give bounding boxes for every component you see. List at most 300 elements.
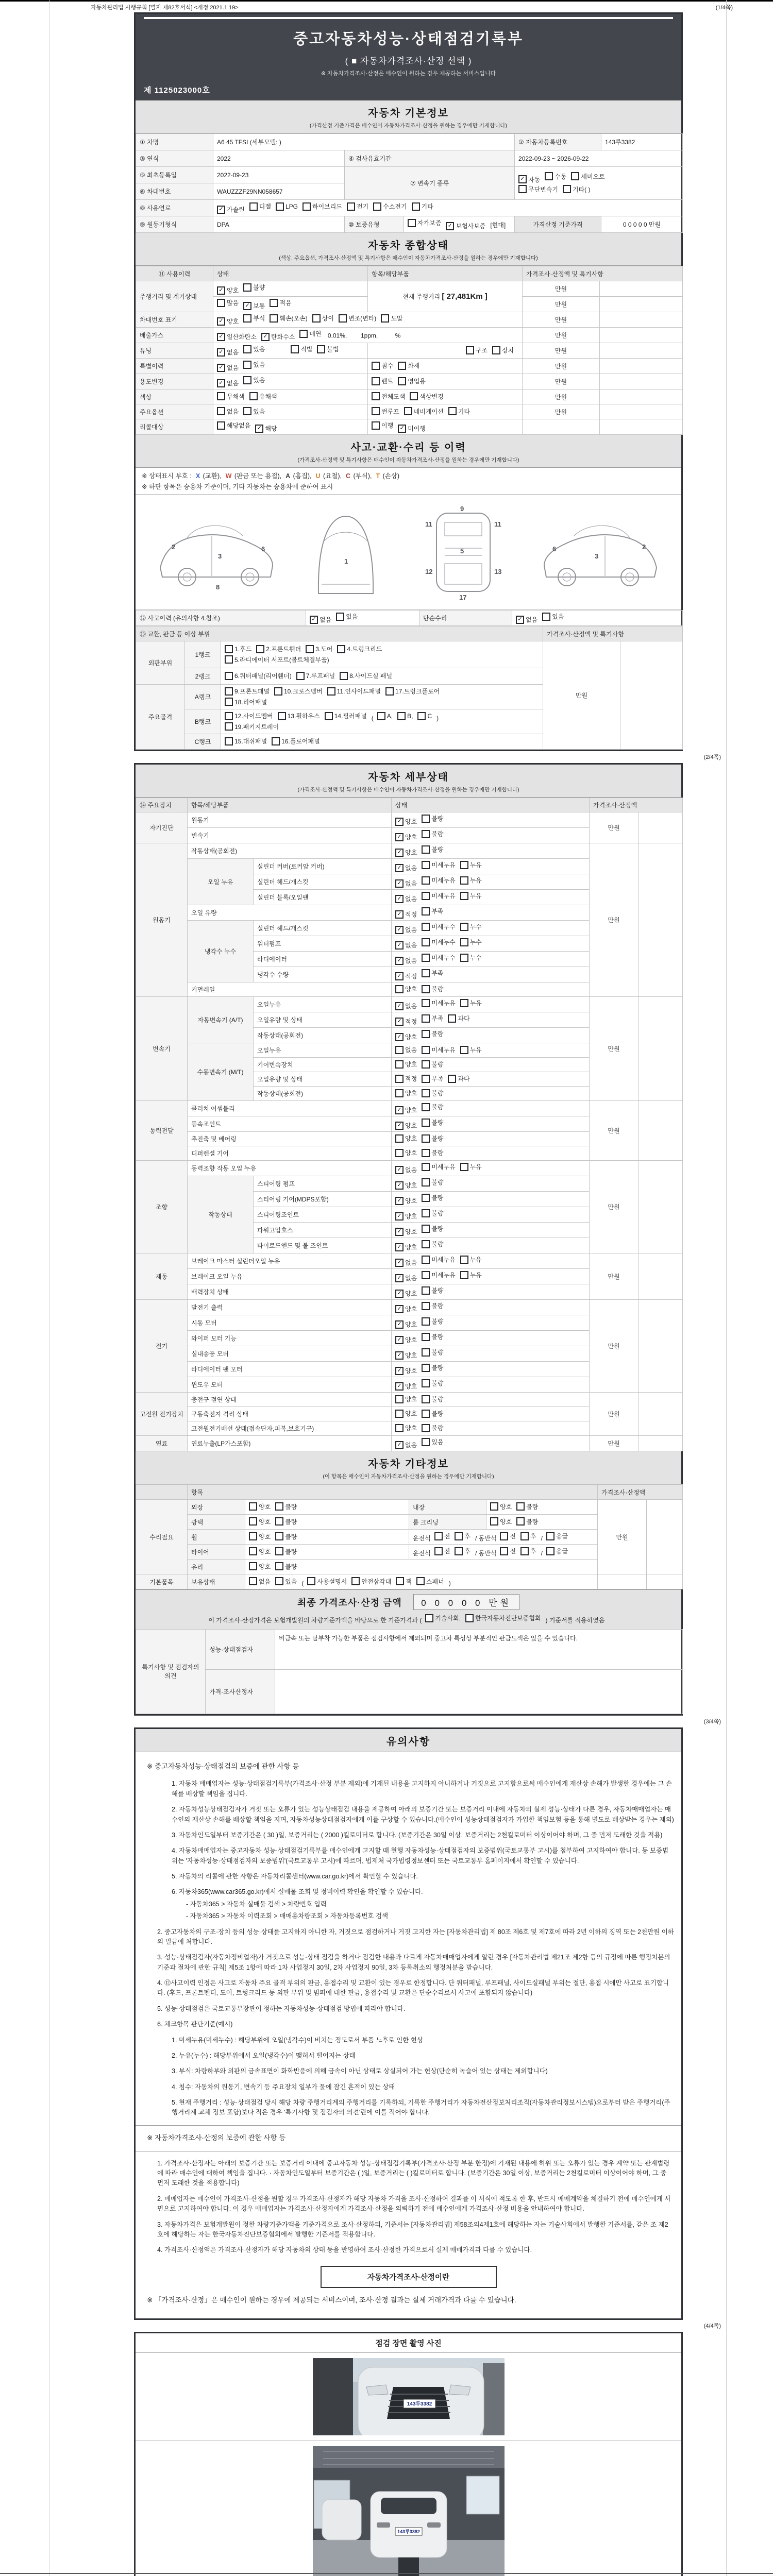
checkbox-누수[interactable] [460,922,482,931]
checkbox-12.사이드멤버[interactable] [225,711,273,720]
checkbox-없음[interactable] [395,925,417,934]
item-label: 스티어링 기어(MDPS포함) [254,1192,392,1207]
checkbox-양호[interactable] [395,1134,417,1143]
checkbox-화재[interactable] [398,361,419,370]
basic-items-price-empty [598,1574,647,1589]
checkbox-적법[interactable] [291,345,312,353]
checkbox-양호[interactable] [249,1502,271,1511]
checkbox-미세누유[interactable] [422,1162,455,1171]
checkbox-label: 누유 [469,1272,482,1279]
checkbox-box [336,613,344,621]
checkbox-불량[interactable] [422,1301,443,1310]
checkbox-label: 양호 [405,1396,417,1403]
checkbox-누수[interactable] [460,953,482,962]
item-label: 실린더 커버(로커암 커버) [254,859,392,874]
price-entry[interactable] [647,1500,683,1574]
checkbox-box [460,999,468,1007]
checkbox-구조[interactable] [466,346,488,354]
checkbox-불량[interactable] [422,814,443,823]
checkbox-미세누유[interactable] [422,860,455,869]
photo-rear-illustration [313,2446,505,2576]
checkbox-장치[interactable] [492,346,514,354]
price-entry[interactable] [600,419,683,435]
checkbox-label: 양호 [227,318,239,325]
checkbox-label: 있음 [285,1578,297,1585]
checkbox-렌트[interactable] [372,377,393,385]
checkbox-불량[interactable] [422,1332,443,1341]
checkbox-미이행[interactable] [398,424,426,433]
checkbox-box [410,392,418,400]
checkbox-양호[interactable] [395,1320,417,1329]
checkbox-없음[interactable] [516,615,537,624]
checkbox-미세누유[interactable] [422,1255,455,1264]
checkbox-없음[interactable] [395,1165,417,1174]
checkbox-불량[interactable] [275,1547,297,1556]
status-checks [392,1315,590,1331]
inspector-label: 성능·상태점검자 [206,1629,275,1669]
checkbox-없음[interactable] [395,863,417,872]
checkbox-양호[interactable] [395,1121,417,1130]
checkbox-label: 불량 [431,1302,444,1310]
checkbox-양호[interactable] [395,1227,417,1236]
checkbox-전[interactable] [434,1532,450,1540]
price-entry[interactable] [600,281,683,297]
checkbox-5.라디에이터 서포트(볼트체결부품)[interactable] [225,655,329,664]
checkbox-16.플로어패널[interactable] [272,737,320,745]
device-sub-label: 오일 누유 [188,859,254,905]
checkbox-있음[interactable] [542,612,564,621]
checkbox-불량[interactable] [422,1409,443,1418]
checkbox-있음[interactable] [422,1437,443,1446]
checkbox-불량[interactable] [243,283,265,292]
checkbox-해당[interactable] [255,424,277,433]
checkbox-기타[interactable] [412,202,433,211]
checkbox-미세누유[interactable] [422,1045,455,1054]
checkbox-미세누유[interactable] [422,1270,455,1279]
notice-body [136,1752,681,2318]
checkbox-label: 불량 [431,1149,444,1157]
checkbox-10.크로스멤버[interactable] [274,687,323,696]
checkbox-label: 화재 [408,362,420,370]
checkbox-누유[interactable] [460,891,482,900]
price-entry[interactable] [600,297,683,312]
checkbox-box: ✓ [395,1166,404,1174]
checkbox-양호[interactable] [395,1148,417,1157]
checkbox-네비게이션[interactable] [404,407,444,416]
checkbox-양호[interactable] [490,1502,512,1511]
item-label: 작동상태(공회전) [188,843,392,859]
checkbox-불량[interactable] [422,1240,443,1248]
checkbox-매연[interactable] [299,329,321,338]
price-entry[interactable] [600,359,683,374]
checkbox-부식[interactable] [243,314,265,323]
checkbox-과다[interactable] [448,1014,469,1023]
checkbox-있음[interactable] [336,612,358,621]
checkbox-양호[interactable] [249,1532,271,1541]
checkbox-없음[interactable] [395,1002,417,1010]
checkbox-불량[interactable] [422,1060,443,1069]
price-entry[interactable] [600,389,683,404]
checkbox-기타( )[interactable] [563,185,591,194]
checkbox-없음[interactable] [395,1440,417,1449]
checkbox-없음[interactable] [395,1274,417,1282]
item-label: 실내송풍 모터 [188,1346,392,1362]
table-header-row [136,626,683,641]
price-entry[interactable] [638,1253,683,1300]
checkbox-안전삼각대[interactable] [351,1577,391,1586]
checkbox-양호[interactable] [395,817,417,826]
checkbox-label: 적정 [405,973,417,980]
checkbox-보통[interactable] [243,301,265,310]
checkbox-8.사이드실 패널[interactable] [340,671,392,680]
checkbox-후[interactable] [455,1532,470,1540]
checkbox-양호[interactable] [395,833,417,841]
interior-checks [486,1500,598,1515]
accident-title: 사고·교환·수리 등 이력 [350,442,466,453]
checkbox-13.휠하우스[interactable] [278,711,320,720]
checkbox-box [372,392,380,400]
checkbox-양호[interactable] [395,1335,417,1344]
checkbox-기술사회,[interactable] [425,1614,461,1622]
checkbox-LPG[interactable] [276,202,298,211]
checkbox-양호[interactable] [249,1562,271,1571]
checkbox-없음[interactable] [249,1577,271,1586]
checkbox-불량[interactable] [516,1517,538,1526]
price-entry[interactable] [600,343,683,359]
checkbox-양호[interactable] [395,1196,417,1205]
status-checks [392,1028,590,1043]
checkbox-무단변속기[interactable] [518,185,558,194]
price-unit: 만원 [523,389,600,404]
checkbox-양호[interactable] [490,1517,512,1526]
checkbox-응급[interactable] [546,1547,568,1555]
checkbox-부족[interactable] [422,1074,443,1083]
checkbox-전[interactable] [500,1532,516,1540]
checkbox-적정[interactable] [395,1017,417,1026]
checkbox-이행[interactable] [372,421,393,430]
checkbox-전[interactable] [500,1547,516,1555]
checkbox-디젤[interactable] [249,202,271,211]
table-row [136,281,683,297]
checkbox-양호[interactable] [395,1032,417,1041]
checkbox-양호[interactable] [395,848,417,857]
checkbox-누유[interactable] [460,876,482,885]
checkbox-box [395,1410,404,1418]
check-group-text: [현대] [490,221,506,229]
checkbox-도말[interactable] [381,314,402,323]
checkbox-불량[interactable] [422,1395,443,1403]
price-entry[interactable] [600,404,683,419]
checkbox-불량[interactable] [516,1502,538,1511]
checkbox-응급[interactable] [546,1532,568,1540]
checkbox-세미오토[interactable] [571,172,604,181]
checkbox-없음[interactable] [217,407,239,416]
checkbox-불량[interactable] [275,1562,297,1571]
checkbox-불량[interactable] [422,1089,443,1097]
checkbox-미세누수[interactable] [422,922,455,931]
checkbox-불량[interactable] [422,1193,443,1202]
price-entry[interactable] [638,1101,683,1161]
checkbox-label: 양호 [405,1033,417,1041]
checkbox-양호[interactable] [395,1060,417,1069]
checkbox-17.트렁크플로어[interactable] [385,687,440,696]
price-entry[interactable] [638,1393,683,1436]
checkbox-11.인사이드패널[interactable] [327,687,381,696]
checkbox-유채색[interactable] [249,392,277,401]
checkbox-불량[interactable] [422,1134,443,1143]
checkbox-label: 양호 [405,1321,417,1328]
checkbox-적정[interactable] [395,910,417,919]
checkbox-label: 미세누유 [431,1163,456,1171]
checkbox-적정[interactable] [395,972,417,980]
checkbox-변조(변타)[interactable] [339,314,376,323]
checkbox-양호[interactable] [249,1547,271,1556]
checkbox-18.리어패널[interactable] [225,698,267,706]
tuning-checks2 [291,348,343,355]
checkbox-label: 양호 [405,1213,417,1220]
checkbox-후[interactable] [455,1547,470,1555]
checkbox-label: 양호 [405,1135,417,1143]
checkbox-누유[interactable] [460,998,482,1007]
checkbox-탄화수소[interactable] [261,332,295,341]
checkbox-9.프론트패널[interactable] [225,687,270,696]
checkbox-무채색[interactable] [217,392,245,401]
checkbox-불량[interactable] [422,1178,443,1187]
document-note: ※ 자동차가격조사·산정은 매수인이 원하는 경우 제공하는 서비스입니다 [321,71,496,77]
checkbox-가솔린[interactable] [217,205,245,214]
checkbox-box [243,314,251,323]
checkbox-부족[interactable] [422,907,443,916]
checkbox-있음[interactable] [243,345,265,353]
price-entry[interactable] [638,1436,683,1451]
price-entry[interactable] [638,1161,683,1253]
checkbox-색상변경[interactable] [410,392,443,401]
checkbox-양호[interactable] [395,1382,417,1391]
field-label: ② 자동차등록번호 [515,134,601,150]
checkbox-box: ✓ [395,1018,404,1026]
checkbox-하이브리드[interactable] [303,202,342,211]
checkbox-6.쿼터패널(리어휀더)[interactable] [225,671,292,680]
checkbox-label: 후 [530,1533,536,1540]
checkbox-미세누유[interactable] [422,876,455,885]
checkbox-3.도어[interactable] [306,645,332,653]
diagram-number: 13 [494,568,502,575]
checkbox-전기[interactable] [347,202,368,211]
checkbox-양호[interactable] [217,286,239,295]
appraiser-opinion-text[interactable] [275,1669,683,1714]
checkbox-1.후드[interactable] [225,645,251,653]
checkbox-미세누수[interactable] [422,953,455,962]
outer-panel-label: 외판부위 [136,641,185,685]
checkbox-B,[interactable] [397,712,413,720]
checkbox-침수[interactable] [372,361,393,370]
checkbox-훼손(오손)[interactable] [270,314,307,323]
status-checks [392,1284,590,1300]
checkbox-label: 부족 [431,908,444,915]
checkbox-불량[interactable] [422,1148,443,1157]
checkbox-부족[interactable] [422,1014,443,1023]
checkbox-label: 적정 [405,1018,417,1025]
checkbox-불량[interactable] [275,1532,297,1541]
checkbox-box [422,876,430,885]
checkbox-스패너[interactable] [416,1577,444,1586]
checkbox-양호[interactable] [395,1212,417,1221]
checkbox-불량[interactable] [422,1317,443,1326]
checkbox-불량[interactable] [422,1379,443,1387]
checkbox-자가보증[interactable] [408,218,441,227]
checkbox-box [545,172,553,180]
checkbox-없음[interactable] [217,363,239,372]
checkbox-상이[interactable] [312,314,334,323]
checkbox-전체도색[interactable] [372,392,405,401]
checkbox-전[interactable] [434,1547,450,1555]
item-label: 동력조향 작동 오일 누유 [188,1161,392,1176]
checkbox-7.루프패널[interactable] [296,671,335,680]
checkbox-일산화탄소[interactable] [217,332,257,341]
checkbox-미세누수[interactable] [422,938,455,946]
checkbox-C[interactable] [417,712,432,720]
checkbox-2.프론트휀더[interactable] [256,645,301,653]
checkbox-양호[interactable] [395,1395,417,1403]
price-entry[interactable] [620,641,683,750]
checkbox-누유[interactable] [460,1270,482,1279]
checkbox-없음[interactable] [310,615,331,624]
checkbox-불량[interactable] [422,1363,443,1372]
checkbox-불량[interactable] [422,1209,443,1217]
checkbox-적정[interactable] [395,1074,417,1083]
checkbox-부족[interactable] [422,969,443,977]
checkbox-누유[interactable] [460,1045,482,1054]
checkbox-해당없음[interactable] [217,421,250,430]
price-entry[interactable] [638,1300,683,1393]
price-entry[interactable] [647,1574,683,1589]
checkbox-없음[interactable] [217,348,239,357]
price-entry[interactable] [638,997,683,1101]
room-cleaning-checks [486,1515,598,1530]
checkbox-A,[interactable] [377,712,393,720]
checkbox-양호[interactable] [395,1351,417,1360]
checkbox-label: 기타 [458,408,470,415]
checkbox-있음[interactable] [243,376,265,384]
price-entry[interactable] [600,312,683,328]
checkbox-있음[interactable] [243,407,265,416]
checkbox-기타[interactable] [448,407,470,416]
checkbox-불법[interactable] [317,345,339,353]
checkbox-잭[interactable] [396,1577,412,1586]
checkbox-14.필러패널[interactable] [325,711,367,720]
checkbox-한국자동차진단보증협회[interactable] [465,1614,541,1622]
checkbox-양호[interactable] [395,1089,417,1097]
checkbox-4.트렁크리드[interactable] [337,645,382,653]
status-checks [392,1362,590,1377]
checkbox-양호[interactable] [395,1243,417,1251]
checkbox-box [422,1317,430,1326]
checkbox-양호[interactable] [217,317,239,326]
checkbox-box: ✓ [395,1441,404,1449]
price-entry[interactable] [600,328,683,343]
checkbox-사용설명서[interactable] [307,1577,347,1586]
checkbox-많음[interactable] [217,298,239,307]
checkbox-불량[interactable] [422,1348,443,1357]
checkbox-과다[interactable] [448,1074,469,1083]
checkbox-누수[interactable] [460,938,482,946]
checkbox-없음[interactable] [395,1045,417,1054]
opinion-label: 특기사항 및 점검자의 의견 [136,1629,206,1714]
detail-row [136,1393,683,1407]
checkbox-수동[interactable] [545,172,566,181]
checkbox-19.패키지트레이[interactable] [225,722,279,731]
checkbox-불량[interactable] [422,845,443,854]
checkbox-누유[interactable] [460,860,482,869]
checkbox-영업용[interactable] [398,377,426,385]
checkbox-없음[interactable] [395,879,417,888]
checkbox-미세누유[interactable] [422,891,455,900]
checkbox-불량[interactable] [422,1286,443,1295]
row-label: 용도변경 [136,374,213,389]
checkbox-불량[interactable] [275,1502,297,1511]
checkbox-양호[interactable] [395,1304,417,1313]
checkbox-누유[interactable] [460,1162,482,1171]
checkbox-불량[interactable] [422,1423,443,1432]
checkbox-자동[interactable] [518,175,540,184]
checkbox-불량[interactable] [422,1224,443,1233]
checkbox-불량[interactable] [422,985,443,993]
price-entry[interactable] [638,812,683,843]
checkbox-없음[interactable] [395,941,417,950]
checkbox-label: 양호 [405,1410,417,1418]
price-entry[interactable] [638,843,683,997]
checkbox-box [422,1364,430,1372]
checkbox-box [422,1379,430,1387]
checkbox-후[interactable] [520,1547,536,1555]
checkbox-없음[interactable] [395,1258,417,1267]
checkbox-양호[interactable] [395,1181,417,1190]
checkbox-불량[interactable] [422,1029,443,1038]
checkbox-있음[interactable] [275,1577,297,1586]
checkbox-누유[interactable] [460,1255,482,1264]
checkbox-양호[interactable] [249,1517,271,1526]
checkbox-양호[interactable] [395,1366,417,1375]
item-label: 오일누유 [254,997,392,1012]
table-row [136,200,683,216]
checkbox-없음[interactable] [217,379,239,387]
checkbox-적음[interactable] [270,298,291,307]
checkbox-양호[interactable] [395,985,417,993]
price-entry[interactable] [600,374,683,389]
checkbox-수소전기[interactable] [373,202,407,211]
checkbox-불량[interactable] [275,1517,297,1526]
checkbox-양호[interactable] [395,1409,417,1418]
checkbox-후[interactable] [520,1532,536,1540]
checkbox-보험사보증[interactable] [446,222,485,230]
price-unit: 만원 [523,374,600,389]
checkbox-없음[interactable] [395,894,417,903]
checkbox-불량[interactable] [422,1103,443,1111]
checkbox-불량[interactable] [422,1118,443,1127]
checkbox-label: 18.리어패널 [234,698,267,706]
checkbox-있음[interactable] [243,360,265,369]
checkbox-썬루프[interactable] [372,407,399,416]
checkbox-label: 6.쿼터패널(리어휀더) [234,672,292,680]
checkbox-없음[interactable] [395,956,417,965]
checkbox-양호[interactable] [395,1423,417,1432]
checkbox-미세누유[interactable] [422,998,455,1007]
checkbox-15.대쉬패널[interactable] [225,737,267,745]
checkbox-양호[interactable] [395,1289,417,1298]
checkbox-불량[interactable] [422,829,443,838]
checkbox-양호[interactable] [395,1106,417,1114]
notice-item: ※ 「가격조사·산정」은 매수인이 원하는 경우에 제공되는 서비스이며, 조사·산정 결과는 실제 거래가격과 다를 수 있습니다. [147,2296,516,2304]
